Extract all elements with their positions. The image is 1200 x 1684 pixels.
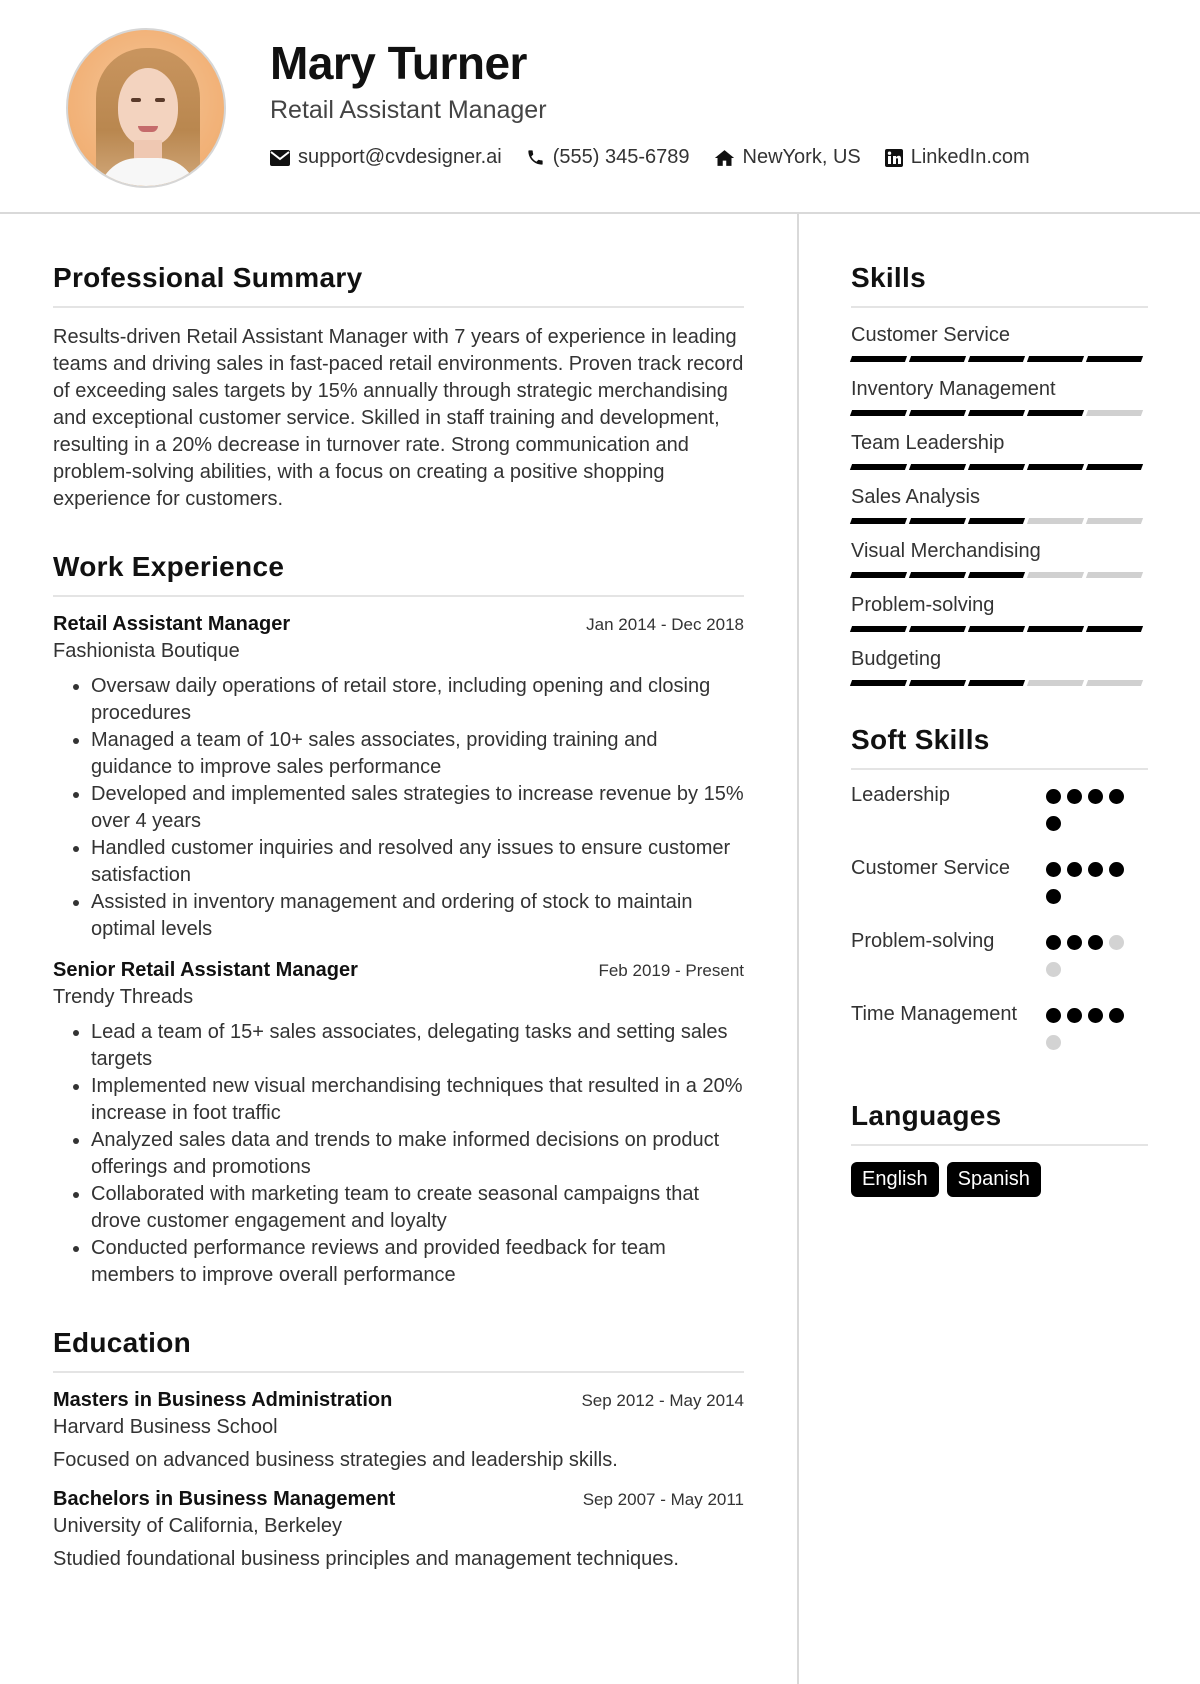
education-school: University of California, Berkeley — [53, 1515, 342, 1537]
skill-level-segment — [850, 626, 907, 632]
job-bullet: • Collaborated with marketing team to create seasonal campaigns that drove customer engagement and loyalty — [91, 1181, 744, 1235]
soft-skill-dot — [1109, 1008, 1124, 1023]
skill-level-segment — [1027, 410, 1084, 416]
skill-item — [851, 324, 1148, 362]
job-bullet: • Lead a team of 15+ sales associates, delegating tasks and setting sales targets — [91, 1019, 744, 1073]
skill-level-segment — [968, 464, 1025, 470]
skill-item — [851, 432, 1148, 470]
skill-level-segment — [968, 572, 1025, 578]
skill-level-segment — [909, 464, 966, 470]
skill-level-segment — [909, 410, 966, 416]
phone-icon — [526, 148, 545, 167]
soft-skill-dot — [1046, 789, 1061, 804]
skill-item — [851, 648, 1148, 686]
skill-level-bar — [851, 356, 1148, 362]
main-column — [53, 262, 744, 1571]
job-bullet: • Handled customer inquiries and resolved any issues to ensure customer satisfaction — [91, 835, 744, 889]
job-entry — [53, 959, 744, 1289]
soft-skill-name: Problem-solving — [851, 930, 995, 952]
soft-skill-dot — [1109, 789, 1124, 804]
skill-name: Visual Merchandising — [851, 540, 1041, 562]
home-icon — [714, 149, 735, 167]
skill-level-segment — [1086, 626, 1143, 632]
skill-level-segment — [850, 356, 907, 362]
skill-level-bar — [851, 518, 1148, 524]
skill-item — [851, 378, 1148, 416]
soft-skill-name: Customer Service — [851, 857, 1010, 879]
soft-skill-dot — [1067, 935, 1082, 950]
experience-list — [53, 613, 744, 1289]
skills-heading: Skills — [851, 262, 1148, 308]
skill-level-segment — [909, 518, 966, 524]
skill-level-segment — [909, 572, 966, 578]
skill-level-segment — [850, 572, 907, 578]
skill-level-segment — [850, 410, 907, 416]
languages-list — [851, 1162, 1148, 1197]
education-degree: Masters in Business Administration — [53, 1389, 393, 1411]
job-bullet: • Analyzed sales data and trends to make informed decisions on product offerings and promotions — [91, 1127, 744, 1181]
contact-email[interactable] — [270, 146, 502, 169]
job-bullet: • Oversaw daily operations of retail store, including opening and closing procedures — [91, 673, 744, 727]
soft-skill-dot — [1046, 962, 1061, 977]
soft-skill-dot — [1046, 862, 1061, 877]
soft-skill-dot — [1088, 862, 1103, 877]
soft-skill-dots — [1046, 782, 1136, 843]
soft-skills-heading: Soft Skills — [851, 724, 1148, 770]
soft-skill-dot — [1046, 1035, 1061, 1050]
contact-email-text: support@cvdesigner.ai — [298, 146, 502, 168]
job-entry — [53, 613, 744, 943]
skill-item — [851, 540, 1148, 578]
job-date: Jan 2014 - Dec 2018 — [586, 615, 744, 634]
education-header — [53, 1488, 744, 1511]
soft-skill-item — [851, 928, 1148, 989]
education-entry — [53, 1488, 744, 1571]
soft-skill-name: Time Management — [851, 1003, 1017, 1025]
skill-item — [851, 486, 1148, 524]
skill-name: Problem-solving — [851, 594, 995, 616]
education-date: Sep 2012 - May 2014 — [581, 1391, 744, 1410]
soft-skill-item — [851, 1001, 1148, 1062]
candidate-role: Retail Assistant Manager — [270, 96, 547, 124]
sidebar-column — [851, 262, 1148, 1197]
skill-level-segment — [1086, 356, 1143, 362]
skill-level-segment — [909, 356, 966, 362]
skill-level-segment — [1027, 626, 1084, 632]
linkedin-icon — [885, 149, 903, 167]
envelope-icon — [270, 150, 290, 166]
profile-photo — [66, 28, 226, 188]
education-header — [53, 1389, 744, 1412]
skill-level-segment — [968, 626, 1025, 632]
job-bullet: • Assisted in inventory management and ordering of stock to maintain optimal levels — [91, 889, 744, 943]
job-bullet: • Managed a team of 10+ sales associates, providing training and guidance to improve sales performance — [91, 727, 744, 781]
education-entry — [53, 1389, 744, 1472]
job-title: Senior Retail Assistant Manager — [53, 959, 358, 981]
contact-phone[interactable] — [526, 146, 690, 169]
skill-level-segment — [968, 356, 1025, 362]
soft-skill-dot — [1067, 862, 1082, 877]
soft-skill-item — [851, 855, 1148, 916]
job-header — [53, 959, 744, 982]
contact-linkedin[interactable] — [885, 146, 1030, 169]
soft-skill-dot — [1088, 1008, 1103, 1023]
job-header — [53, 613, 744, 636]
job-bullet: • Implemented new visual merchandising techniques that resulted in a 20% increase in foot traffic — [91, 1073, 744, 1127]
skill-level-segment — [1027, 572, 1084, 578]
soft-skill-dots — [1046, 1001, 1136, 1062]
language-badge: English — [851, 1162, 939, 1197]
skill-name: Budgeting — [851, 648, 942, 670]
job-bullets — [53, 673, 744, 943]
skill-level-segment — [909, 626, 966, 632]
education-degree: Bachelors in Business Management — [53, 1488, 396, 1510]
soft-skill-dot — [1067, 789, 1082, 804]
skill-level-segment — [909, 680, 966, 686]
contact-bar — [270, 146, 1054, 169]
education-date: Sep 2007 - May 2011 — [582, 1490, 744, 1509]
experience-heading: Work Experience — [53, 551, 744, 597]
contact-phone-text: (555) 345-6789 — [552, 146, 690, 168]
job-company: Fashionista Boutique — [53, 640, 240, 662]
skill-level-segment — [850, 464, 907, 470]
job-bullet: • Conducted performance reviews and provided feedback for team members to improve overall performance — [91, 1235, 744, 1289]
skill-item — [851, 594, 1148, 632]
resume-header — [0, 0, 1200, 214]
soft-skill-dot — [1046, 889, 1061, 904]
soft-skill-dot — [1046, 1008, 1061, 1023]
education-school: Harvard Business School — [53, 1416, 278, 1438]
skill-level-segment — [850, 680, 907, 686]
skill-level-bar — [851, 572, 1148, 578]
language-badge: Spanish — [947, 1162, 1041, 1197]
job-date: Feb 2019 - Present — [598, 961, 744, 980]
contact-location-text: NewYork, US — [742, 146, 861, 168]
contact-linkedin-text: LinkedIn.com — [910, 146, 1030, 168]
skill-level-segment — [1027, 464, 1084, 470]
education-heading: Education — [53, 1327, 744, 1373]
soft-skill-name: Leadership — [851, 784, 950, 806]
skill-level-bar — [851, 680, 1148, 686]
soft-skill-dot — [1109, 862, 1124, 877]
skill-level-segment — [1086, 680, 1143, 686]
job-title: Retail Assistant Manager — [53, 613, 291, 635]
job-bullets — [53, 1019, 744, 1289]
soft-skill-dot — [1088, 935, 1103, 950]
skill-level-segment — [968, 680, 1025, 686]
skill-level-bar — [851, 626, 1148, 632]
skill-level-bar — [851, 410, 1148, 416]
education-list — [53, 1389, 744, 1571]
soft-skills-list — [851, 782, 1148, 1062]
skill-level-segment — [850, 518, 907, 524]
soft-skill-dot — [1088, 789, 1103, 804]
skills-list — [851, 324, 1148, 686]
education-description: Studied foundational business principles and management techniques. — [53, 1548, 679, 1570]
soft-skill-dots — [1046, 855, 1136, 916]
contact-location — [714, 146, 861, 169]
languages-heading: Languages — [851, 1100, 1148, 1146]
skill-level-segment — [968, 518, 1025, 524]
skill-level-segment — [1027, 680, 1084, 686]
soft-skill-dot — [1046, 935, 1061, 950]
job-company: Trendy Threads — [53, 986, 194, 1008]
soft-skill-item — [851, 782, 1148, 843]
soft-skill-dot — [1046, 816, 1061, 831]
skill-level-bar — [851, 464, 1148, 470]
skill-level-segment — [1086, 518, 1143, 524]
skill-level-segment — [1086, 572, 1143, 578]
skill-level-segment — [1027, 356, 1084, 362]
job-bullet: • Developed and implemented sales strategies to increase revenue by 15% over 4 years — [91, 781, 744, 835]
soft-skill-dot — [1109, 935, 1124, 950]
skill-name: Inventory Management — [851, 378, 1056, 400]
summary-heading: Professional Summary — [53, 262, 744, 308]
skill-name: Sales Analysis — [851, 486, 980, 508]
summary-text: Results-driven Retail Assistant Manager with 7 years of experience in leading teams and driving sales in fast-paced retail environments. Proven track record of exceeding sales targets by 15% annually through strategic merchandising and exceptional customer service. Skilled in staff training and development, resulting in a 20% decrease in turnover rate. Strong communication and problem-solving abilities, with a focus on creating a positive shopping experience for customers. — [53, 326, 744, 510]
skill-name: Team Leadership — [851, 432, 1005, 454]
skill-name: Customer Service — [851, 324, 1010, 346]
soft-skill-dot — [1067, 1008, 1082, 1023]
skill-level-segment — [968, 410, 1025, 416]
skill-level-segment — [1086, 410, 1143, 416]
education-description: Focused on advanced business strategies and leadership skills. — [53, 1449, 618, 1471]
skill-level-segment — [1086, 464, 1143, 470]
candidate-name: Mary Turner — [270, 37, 527, 89]
column-divider — [797, 214, 799, 1684]
soft-skill-dots — [1046, 928, 1136, 989]
skill-level-segment — [1027, 518, 1084, 524]
